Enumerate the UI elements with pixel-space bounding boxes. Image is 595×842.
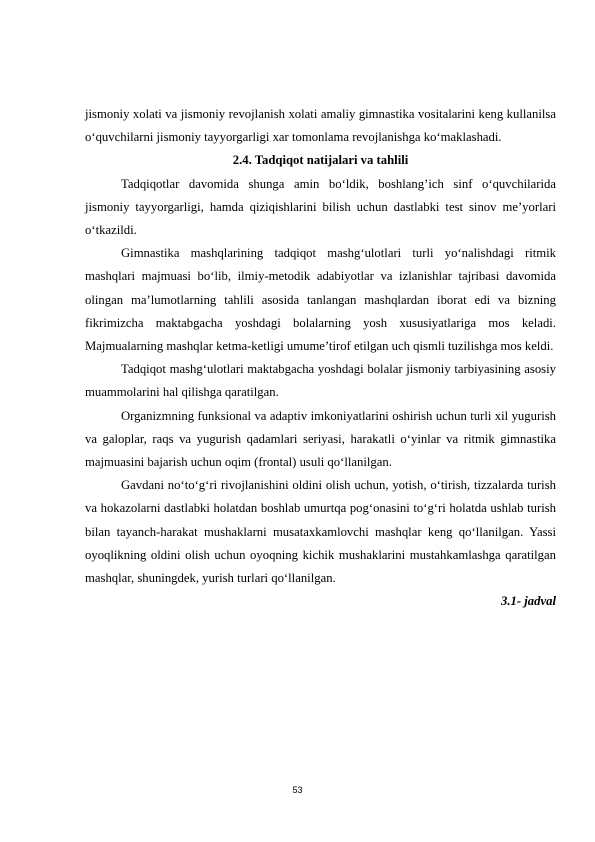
paragraph-2: Gimnastika mashqlarining tadqiqot mashg‘ulotlari turli yo‘nalishdagi ritmik mashqlari majmuasi bo‘lib, ilmiy-metodik adabiyotlar va izlanishlar tajribasi davomida olingan ma’lumotlarning tahlili asosida tanlangan mashqlardan iborat edi va bizning fikrimizcha maktabgacha yoshdagi bolalarning yosh xususiyatlariga mos keladi. Majmualarning mashqlar ketma-ketligi umume’tirof etilgan uch qismli tuzilishga mos keldi. (85, 246, 556, 354)
section-heading: 2.4. Tadqiqot natijalari va tahlili (232, 153, 409, 168)
paragraph-4: Organizmning funksional va adaptiv imkoniyatlarini oshirish uchun turli xil yugurish va galoplar, raqs va yugurish qadamlari seriyasi, harakatli o‘yinlar va ritmik gimnastika majmuasini bajarish uchun oqim (frontal) usuli qo‘llanilgan. (85, 408, 556, 470)
paragraph-5: Gavdani no‘to‘g‘ri rivojlanishini oldini olish uchun, yotish, o‘tirish, tizzalarda turish va hokazolarni dastlabki holatdan boshlab umurtqa pog‘onasini to‘g‘ri holatda ushlab turish bilan tayanch-harakat mushaklarni musataxkamlovchi mashqlar keng qo‘llanilgan. Yassi oyoqlikning oldini olish uchun oyoqning kichik mushaklarini mustahkamlashga qaratilgan mashqlar, shuningdek, yurish turlari qo‘llanilgan. (85, 478, 556, 586)
paragraph-intro: jismoniy xolati va jismoniy revojlanish xolati amaliy gimnastika vositalarini keng kullanilsa o‘quvchilarni jismoniy tayyorgarligi xar tomonlama revojlanishga ko‘maklashadi. (85, 107, 556, 145)
table-caption: 3.1- jadval (501, 594, 556, 609)
paragraph-1: Tadqiqotlar davomida shunga amin bo‘ldik, boshlang’ich sinf o‘quvchilarida jismoniy tayyorgarligi, hamda qiziqishlarini bilish uchun dastlabki test sinov me’yorlari o‘tkazildi. (85, 176, 556, 238)
page-number: 53 (292, 785, 303, 795)
paragraph-3: Tadqiqot mashg‘ulotlari maktabgacha yoshdagi bolalar jismoniy tarbiyasining asosiy muammolarini hal qilishga qaratilgan. (85, 362, 556, 400)
document-page (85, 103, 556, 613)
